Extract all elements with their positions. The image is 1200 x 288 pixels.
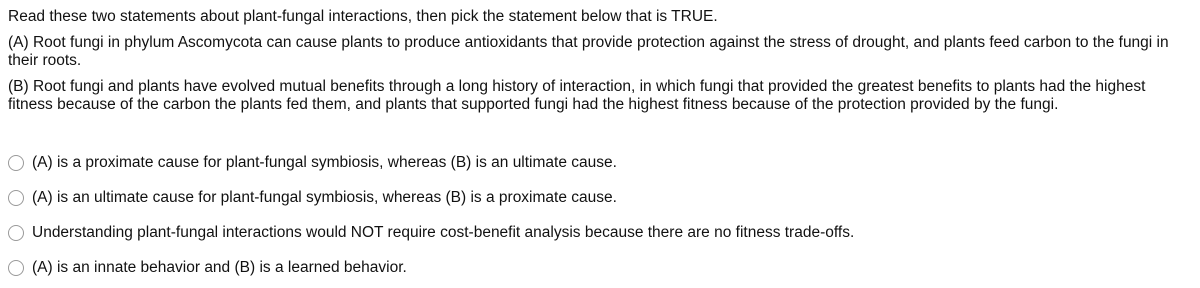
answer-option-4[interactable] bbox=[8, 250, 1192, 285]
answer-option-label: Understanding plant-fungal interactions would NOT require cost-benefit analysis because there are no fitness trade-offs. bbox=[32, 223, 855, 241]
answer-option-label: (A) is a proximate cause for plant-fungal symbiosis, whereas (B) is an ultimate cause. bbox=[32, 153, 617, 171]
question-prompt: Read these two statements about plant-fungal interactions, then pick the statement below that is TRUE. bbox=[8, 8, 718, 25]
answer-option-1[interactable] bbox=[8, 145, 1192, 180]
answer-options bbox=[8, 145, 1192, 285]
answer-option-2[interactable] bbox=[8, 180, 1192, 215]
statement-a: (A) Root fungi in phylum Ascomycota can cause plants to produce antioxidants that provide protection against the stress of drought, and plants feed carbon to the fungi in their roots. bbox=[8, 34, 1169, 69]
answer-option-3[interactable] bbox=[8, 215, 1192, 250]
answer-option-label: (A) is an innate behavior and (B) is a learned behavior. bbox=[32, 258, 407, 276]
question-block bbox=[8, 8, 1192, 122]
radio-button[interactable] bbox=[8, 155, 24, 171]
radio-button[interactable] bbox=[8, 190, 24, 206]
radio-button[interactable] bbox=[8, 260, 24, 276]
radio-button[interactable] bbox=[8, 225, 24, 241]
statement-b: (B) Root fungi and plants have evolved mutual benefits through a long history of interaction, in which fungi that provided the greatest benefits to plants had the highest fitness because of the carbon the plants fed them, and plants that supported fungi had the highest fitness because of the protection provided by the fungi. bbox=[8, 78, 1146, 113]
answer-option-label: (A) is an ultimate cause for plant-fungal symbiosis, whereas (B) is a proximate cause. bbox=[32, 188, 617, 206]
